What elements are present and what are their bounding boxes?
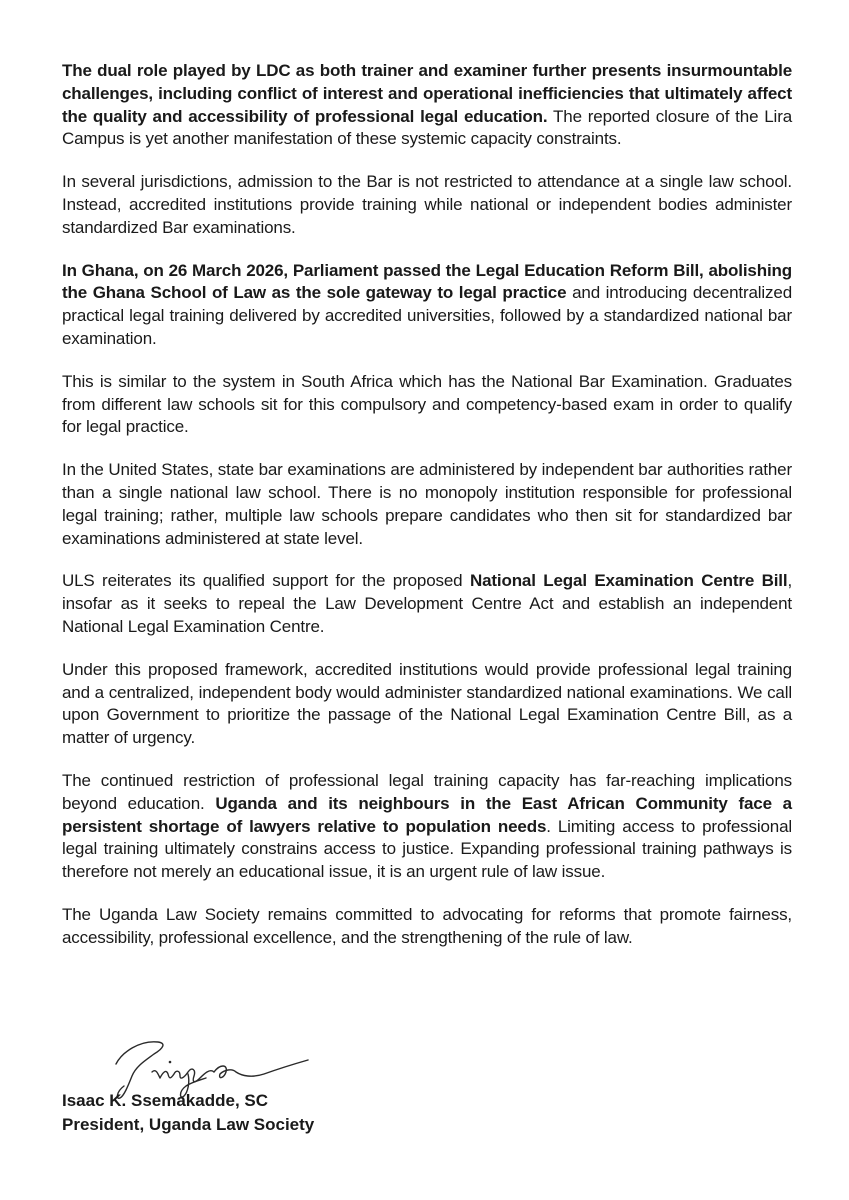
paragraph-text: ULS reiterates its qualified support for the proposed: [62, 571, 470, 591]
paragraph-text: In the United States, state bar examinations are administered by independent bar authorities rather than a single national law school. There is no monopoly institution responsible for professional legal training; rather, multiple law schools prepare candidates who then sit for standardized bar examinations administered at state level.: [62, 460, 792, 548]
paragraph-ghana: [62, 260, 792, 351]
paragraph-text: Under this proposed framework, accredited institutions would provide professional legal training and a centralized, independent body would administer standardized national examinations. We call upon Government to prioritize the passage of the National Legal Examination Centre Bill, as a matter of urgency.: [62, 659, 792, 748]
paragraph-united-states: [62, 459, 792, 550]
paragraph-bold-text: The dual role played by LDC as both trainer and examiner further presents insurmountable challenges, including conflict of interest and operational inefficiencies that ultimately affect the quality and accessibility of professional legal education.: [62, 61, 792, 126]
paragraph-other-jurisdictions: [62, 171, 792, 239]
paragraph-text: This is similar to the system in South Africa which has the National Bar Examination. Graduates from different law schools sit for this compulsory and competency-based exam in order to qualify for legal practice.: [62, 371, 792, 437]
paragraph-text: In several jurisdictions, admission to the Bar is not restricted to attendance at a single law school. Instead, accredited institutions provide training while national or independent bodies administer standardized Bar examinations.: [62, 172, 792, 237]
paragraph-bold-text: Uganda and its neighbours in the East African Community face a persistent shortage of lawyers relative to population needs: [62, 793, 792, 836]
paragraph-commitment: [62, 904, 792, 950]
signature-dot: [169, 1061, 172, 1064]
paragraph-implications: [62, 770, 792, 884]
paragraph-text: . Limiting access to professional legal training ultimately constrains access to justice. Expanding professional training pathways is therefore not merely an educational issue, it is an urgent rule of law issue.: [62, 816, 792, 882]
paragraph-text: The reported closure of the Lira Campus is yet another manifestation of these systemic capacity constraints.: [62, 106, 793, 149]
paragraph-ldc-dual-role: [62, 60, 792, 151]
paragraph-text: and introducing decentralized practical legal training delivered by accredited universities, followed by a standardized national bar examination.: [62, 283, 792, 348]
paragraph-text: The continued restriction of professional legal training capacity has far-reaching implications beyond education.: [62, 770, 792, 813]
paragraph-bold-text: National Legal Examination Centre Bill: [469, 571, 788, 591]
signature-block: [62, 1034, 462, 1144]
paragraph-south-africa: [62, 371, 792, 439]
paragraph-text: The Uganda Law Society remains committed to advocating for reforms that promote fairness, accessibility, professional excellence, and the strengthening of the rule of law.: [62, 904, 792, 947]
document-body: [62, 60, 792, 970]
paragraph-uls-support: [62, 570, 792, 638]
signer-title: President, Uganda Law Society: [62, 1115, 315, 1134]
paragraph-bold-text: In Ghana, on 26 March 2026, Parliament passed the Legal Education Reform Bill, abolishing the Ghana School of Law as the sole gateway to legal practice: [62, 260, 792, 303]
signature-stroke: [152, 1069, 214, 1082]
paragraph-text: , insofar as it seeks to repeal the Law Development Centre Act and establish an independent National Legal Examination Centre.: [62, 571, 793, 636]
signature-stroke: [214, 1060, 308, 1078]
paragraph-proposed-framework: [62, 659, 792, 750]
signer-name: Isaac K. Ssemakadde, SC: [62, 1091, 269, 1110]
